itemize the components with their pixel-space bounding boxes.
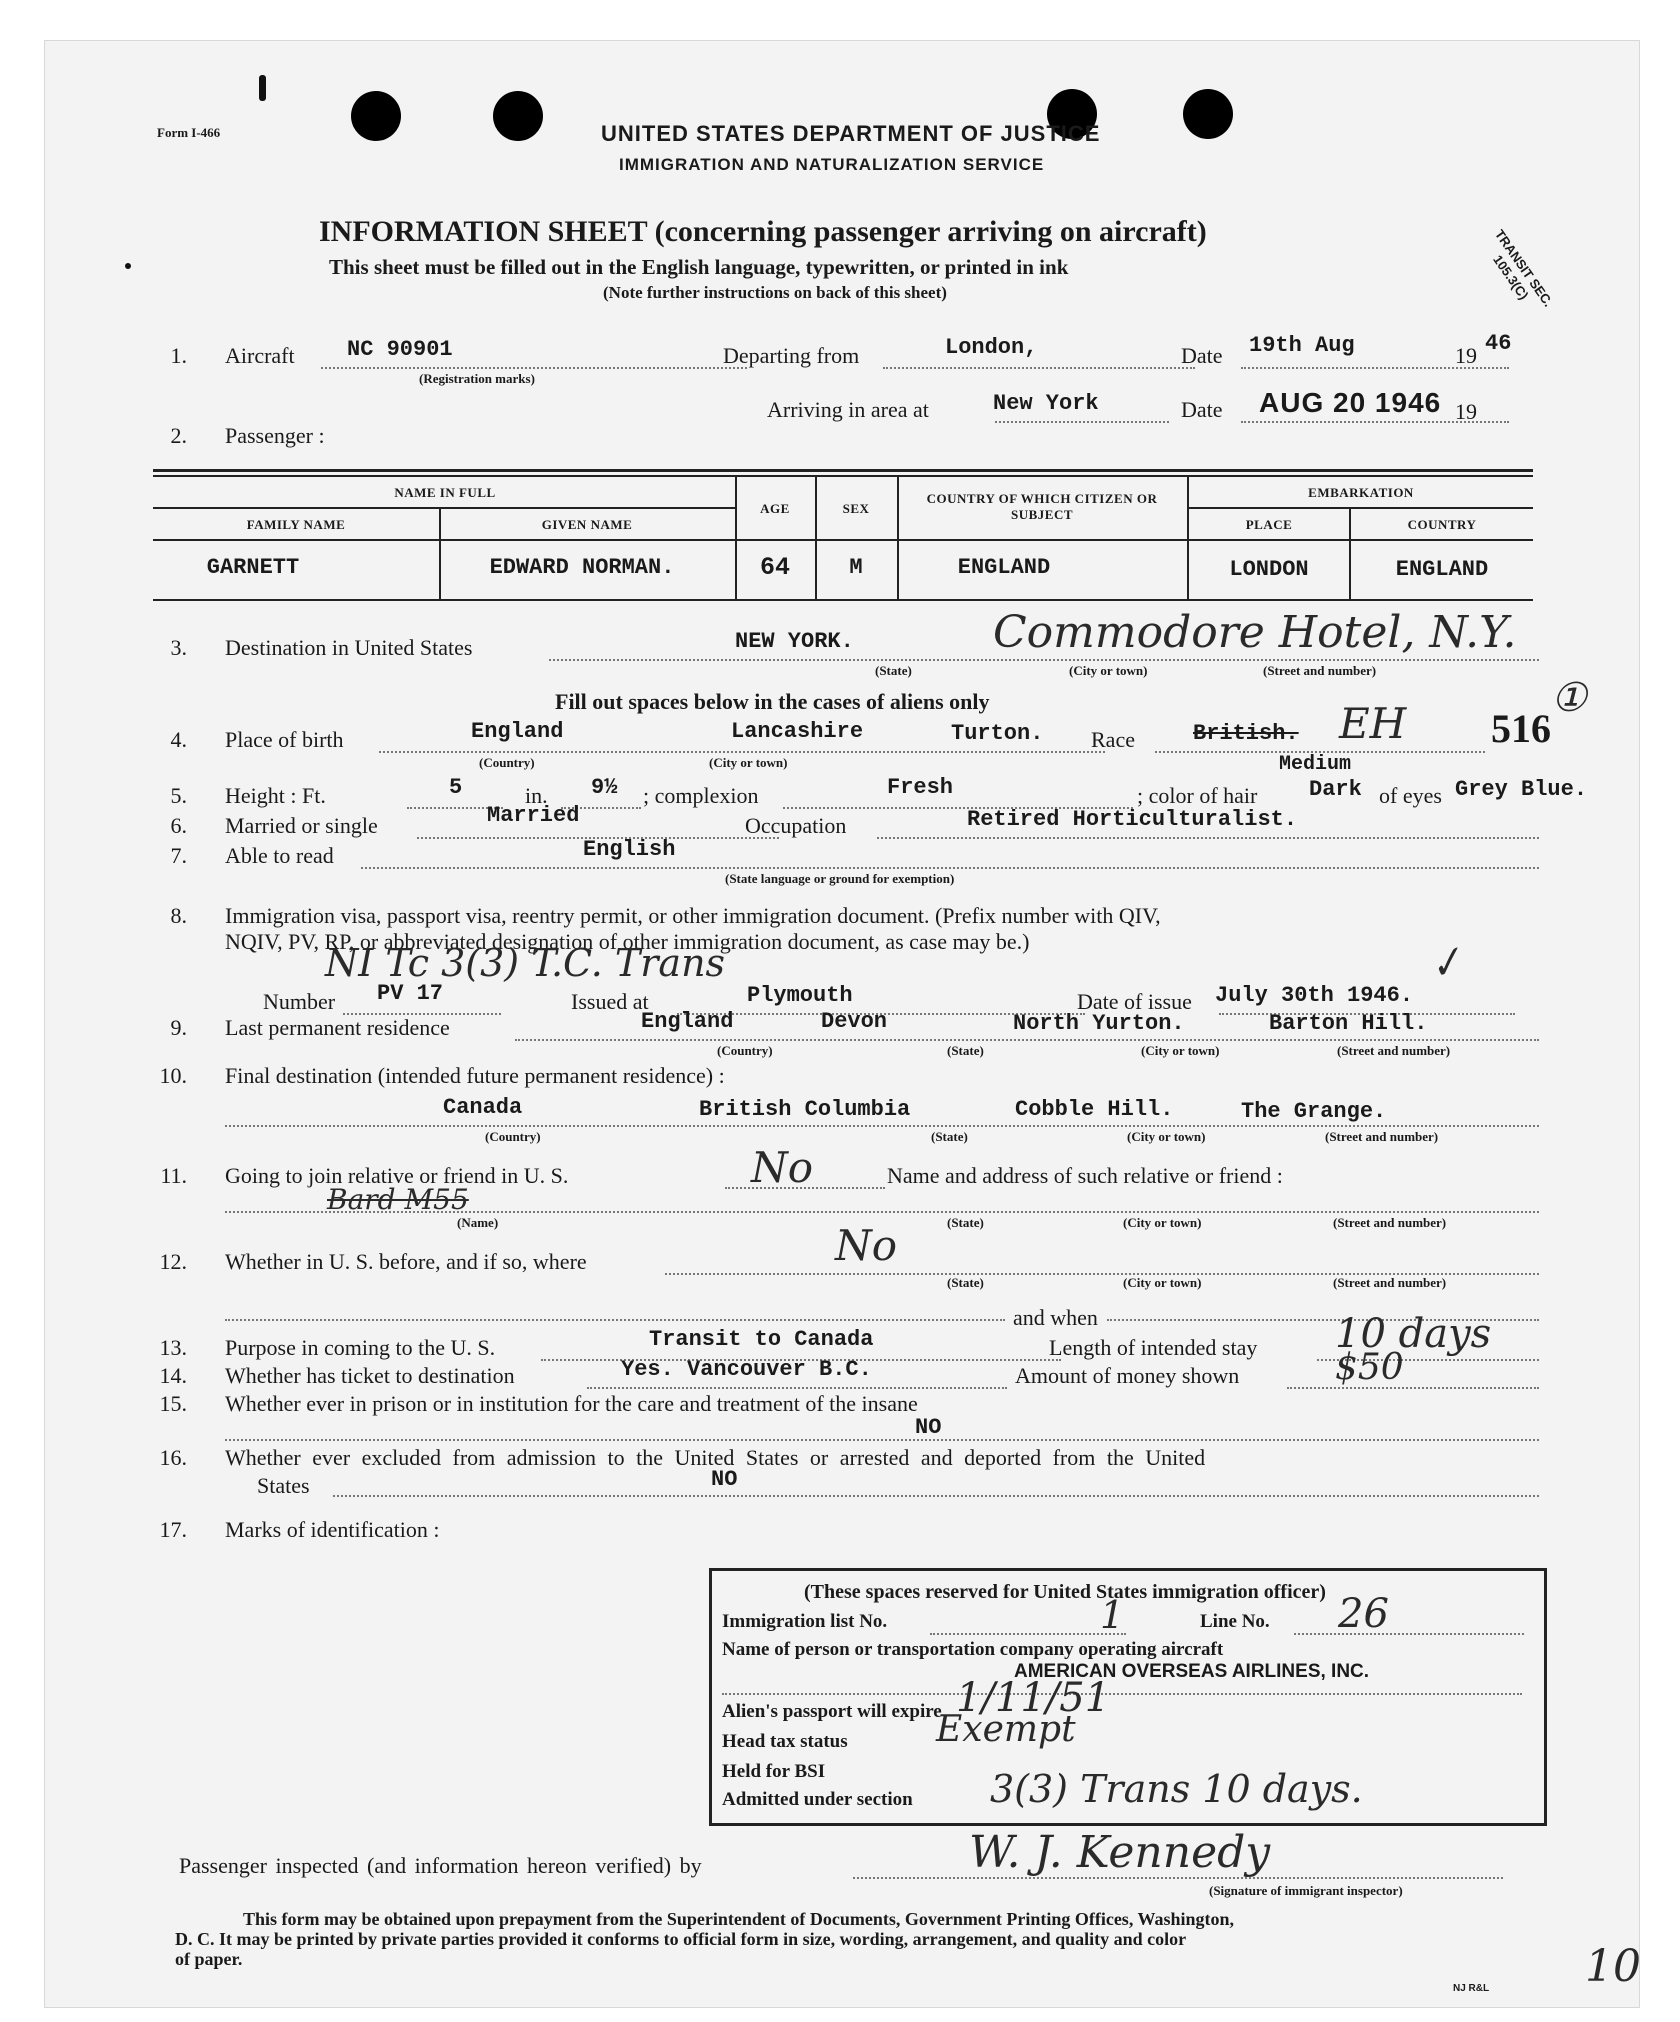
item-number: 9.	[170, 1015, 187, 1040]
prison-label: Whether ever in prison or in institution for the care and treatment of the insane	[225, 1391, 918, 1416]
city-caption: (City or town)	[1141, 1043, 1220, 1058]
occupation-label: Occupation	[745, 813, 847, 838]
language-caption: (State language or ground for exemption)	[725, 871, 955, 886]
residence-state: Devon	[821, 1009, 888, 1034]
item-number: 14.	[159, 1363, 187, 1388]
inches-label: in.	[525, 783, 548, 808]
height-inches: 9½	[591, 775, 618, 800]
sex-header: SEX	[842, 501, 870, 516]
birth-town: Turton.	[951, 721, 1044, 746]
residence-street: Barton Hill.	[1269, 1011, 1428, 1036]
when-label: and when	[1013, 1305, 1098, 1330]
city-caption: (City or town)	[709, 755, 788, 770]
item-number: 4.	[170, 727, 187, 752]
city-caption: (City or town)	[1123, 1275, 1202, 1290]
instruction-line: This sheet must be filled out in the English language, typewritten, or printed in ink	[329, 255, 1069, 279]
name-in-full-header: NAME IN FULL	[394, 485, 496, 500]
arrival-date-stamp: AUG 20 1946	[1259, 387, 1442, 418]
list-label: Immigration list No.	[722, 1611, 888, 1632]
state-caption: (State)	[875, 663, 912, 678]
emb-country-header: COUNTRY	[1407, 517, 1477, 532]
footer-line-2: D. C. It may be printed by private parties provided it conforms to official form in size, wording, arrangement, and quality and color	[175, 1929, 1187, 1949]
final-destination-label: Final destination (intended future permanent residence) :	[225, 1063, 725, 1088]
item-number: 5.	[170, 783, 187, 808]
item-number: 2.	[170, 423, 187, 448]
stay-value: 10 days	[1335, 1311, 1492, 1357]
money-label: Amount of money shown	[1015, 1363, 1240, 1388]
name-caption: (Name)	[457, 1215, 499, 1230]
embarkation-header: EMBARKATION	[1308, 485, 1414, 500]
race-handwritten: EH	[1339, 699, 1407, 748]
passport-label: Alien's passport will expire	[722, 1701, 942, 1722]
company-label: Name of person or transportation company operating aircraft	[722, 1639, 1224, 1660]
height-label: Height : Ft.	[225, 783, 326, 808]
officer-box-title: (These spaces reserved for United States immigration officer)	[804, 1581, 1326, 1603]
relative-label: Going to join relative or friend in U. S.	[225, 1163, 569, 1188]
circled-mark: ①	[1551, 675, 1587, 721]
date-label: Date	[1181, 343, 1223, 368]
final-state: British Columbia	[699, 1097, 911, 1122]
city-caption: (City or town)	[1123, 1215, 1202, 1230]
bsi-label: Held for BSI	[722, 1761, 826, 1782]
money-value: $50	[1335, 1347, 1404, 1388]
check-mark: ✓	[1422, 936, 1469, 992]
officer-box	[709, 1568, 1547, 1826]
eyes-label: of eyes	[1379, 783, 1442, 808]
ink-mark	[259, 75, 266, 101]
residence-city: North Yurton.	[1013, 1011, 1185, 1036]
ticket-label: Whether has ticket to destination	[225, 1363, 515, 1388]
form-number: Form I-466	[157, 125, 221, 140]
state-caption: (State)	[947, 1275, 984, 1290]
street-caption: (Street and number)	[1263, 663, 1377, 678]
destination-label: Destination in United States	[225, 635, 473, 660]
read-label: Able to read	[225, 843, 334, 868]
prison-value: NO	[915, 1415, 942, 1440]
aircraft-label: Aircraft	[225, 343, 295, 368]
birth-city: Lancashire	[731, 719, 864, 744]
issued-value: Plymouth	[747, 983, 853, 1008]
item-number: 7.	[170, 843, 187, 868]
note-line: (Note further instructions on back of this sheet)	[603, 283, 947, 302]
excluded-label-2: States	[257, 1473, 310, 1498]
given-name-cell: EDWARD NORMAN.	[489, 555, 675, 580]
item-number: 8.	[170, 903, 187, 928]
form-sheet	[44, 40, 1640, 2008]
year-prefix: 19	[1455, 343, 1477, 368]
passport-expiry: 1/11/51	[956, 1675, 1111, 1721]
item-number: 1.	[170, 343, 187, 368]
list-value: 1	[1100, 1593, 1125, 1637]
punch-hole	[1183, 89, 1233, 139]
birthplace-label: Place of birth	[225, 727, 344, 752]
departure-year: 46	[1485, 331, 1512, 356]
relative-name-label: Name and address of such relative or friend :	[887, 1163, 1283, 1188]
race-code: 516	[1491, 706, 1551, 751]
arriving-label: Arriving in area at	[767, 397, 929, 422]
tax-value: Exempt	[936, 1709, 1076, 1750]
street-caption: (Street and number)	[1325, 1129, 1439, 1144]
departure-date: 19th Aug	[1249, 333, 1355, 358]
relative-value: No	[751, 1143, 814, 1192]
citizen-cell: ENGLAND	[957, 555, 1051, 580]
country-caption: (Country)	[717, 1043, 773, 1058]
country-caption: (Country)	[479, 755, 535, 770]
residence-country: England	[641, 1009, 734, 1034]
passenger-label: Passenger :	[225, 423, 325, 448]
punch-hole	[493, 91, 543, 141]
line-value: 26	[1338, 1591, 1389, 1637]
married-label: Married or single	[225, 813, 378, 838]
item-number: 16.	[159, 1445, 187, 1470]
age-header: AGE	[760, 501, 790, 516]
family-name-header: FAMILY NAME	[246, 517, 346, 532]
final-street: The Grange.	[1241, 1099, 1387, 1124]
aliens-heading: Fill out spaces below in the cases of aliens only	[555, 689, 990, 714]
city-caption: (City or town)	[1069, 663, 1148, 678]
item-number: 15.	[159, 1391, 187, 1416]
country-caption: (Country)	[485, 1129, 541, 1144]
residence-label: Last permanent residence	[225, 1015, 450, 1040]
item-number: 11.	[160, 1163, 187, 1188]
item-number: 3.	[170, 635, 187, 660]
item-number: 6.	[170, 813, 187, 838]
issued-label: Issued at	[571, 989, 649, 1014]
issue-date: July 30th 1946.	[1215, 983, 1414, 1008]
tax-label: Head tax status	[722, 1731, 848, 1752]
final-city: Cobble Hill.	[1015, 1097, 1174, 1122]
eyes-value: Grey Blue.	[1455, 777, 1588, 802]
item-number: 12.	[159, 1249, 187, 1274]
married-value: Married	[487, 803, 580, 828]
footer-line-3: of paper.	[175, 1949, 243, 1969]
excluded-label: Whether ever excluded from admission to the United States or arrested and deported from the United	[225, 1445, 1206, 1470]
departing-value: London,	[945, 335, 1038, 360]
stay-label: Length of intended stay	[1049, 1335, 1258, 1360]
line-label: Line No.	[1200, 1611, 1270, 1632]
purpose-label: Purpose in coming to the U. S.	[225, 1335, 496, 1360]
section-label: Admitted under section	[722, 1789, 913, 1810]
sex-cell: M	[849, 555, 863, 580]
crossed-out-name: Bard M55	[327, 1183, 469, 1216]
destination-state: NEW YORK.	[735, 629, 854, 654]
footer-line-1: This form may be obtained upon prepayment from the Superintendent of Documents, Government Printing Offices, Washington,	[243, 1909, 1235, 1929]
citizen-header: COUNTRY OF WHICH CITIZEN OR SUBJECT	[926, 491, 1158, 522]
complexion-value: Fresh	[887, 775, 954, 800]
street-caption: (Street and number)	[1337, 1043, 1451, 1058]
inspection-label: Passenger inspected (and information hereon verified) by	[179, 1853, 702, 1878]
item-number: 13.	[159, 1335, 187, 1360]
transit-stamp: TRANSIT SEC. 105.3(C)	[1490, 226, 1556, 310]
final-country: Canada	[443, 1095, 523, 1120]
printer-code: NJ R&L	[1453, 1983, 1490, 1994]
place-cell: LONDON	[1229, 557, 1309, 582]
complexion-label: ; complexion	[643, 783, 759, 808]
destination-street: Commodore Hotel, N.Y.	[993, 607, 1517, 658]
marks-label: Marks of identification :	[225, 1517, 440, 1542]
previous-visit-value: No	[835, 1221, 898, 1270]
birth-country: England	[471, 719, 564, 744]
hair-note: Medium	[1279, 753, 1352, 776]
given-name-header: GIVEN NAME	[541, 517, 633, 532]
state-caption: (State)	[947, 1043, 984, 1058]
family-name-cell: GARNETT	[206, 555, 300, 580]
issue-date-label: Date of issue	[1077, 989, 1192, 1014]
hair-value: Dark	[1309, 777, 1362, 802]
punch-hole	[351, 91, 401, 141]
place-header: PLACE	[1245, 517, 1293, 532]
occupation-value: Retired Horticulturalist.	[967, 807, 1298, 832]
previous-visit-label: Whether in U. S. before, and if so, where	[225, 1249, 587, 1274]
street-caption: (Street and number)	[1333, 1275, 1447, 1290]
year-prefix-2: 19	[1455, 399, 1477, 424]
ticket-value: Yes. Vancouver B.C.	[621, 1357, 872, 1382]
signature-caption: (Signature of immigrant inspector)	[1209, 1883, 1403, 1898]
aircraft-value: NC 90901	[347, 337, 453, 362]
number-label: Number	[263, 989, 336, 1014]
inspector-signature: W. J. Kennedy	[969, 1827, 1271, 1878]
item-number: 17.	[159, 1517, 187, 1542]
date-label-2: Date	[1181, 397, 1223, 422]
height-feet: 5	[449, 775, 463, 800]
arriving-value: New York	[993, 391, 1099, 416]
emb-country-cell: ENGLAND	[1395, 557, 1489, 582]
race-value: British.	[1193, 721, 1299, 746]
read-value: English	[583, 837, 676, 862]
page-number: 10	[1585, 1941, 1641, 1992]
street-caption: (Street and number)	[1333, 1215, 1447, 1230]
service-title: IMMIGRATION AND NATURALIZATION SERVICE	[619, 155, 1045, 174]
visa-text-2: NQIV, PV, RP, or abbreviated designation of other immigration document, as case may be.)	[225, 929, 1030, 954]
bullet-mark	[125, 263, 131, 269]
state-caption: (State)	[931, 1129, 968, 1144]
purpose-value: Transit to Canada	[649, 1327, 874, 1352]
age-cell: 64	[759, 553, 790, 582]
race-label: Race	[1091, 727, 1135, 752]
section-value: 3(3) Trans 10 days.	[990, 1767, 1363, 1811]
visa-handwritten: NI Tc 3(3) T.C. Trans	[325, 941, 726, 985]
visa-number: PV 17	[377, 981, 444, 1006]
department-title: UNITED STATES DEPARTMENT OF JUSTICE	[601, 121, 1101, 146]
state-caption: (State)	[947, 1215, 984, 1230]
excluded-value: NO	[711, 1467, 738, 1492]
visa-text-1: Immigration visa, passport visa, reentry permit, or other immigration document. (Prefix number with QIV,	[225, 903, 1161, 928]
company-stamp: AMERICAN OVERSEAS AIRLINES, INC.	[1014, 1661, 1370, 1682]
item-number: 10.	[159, 1063, 187, 1088]
registration-caption: (Registration marks)	[419, 371, 535, 386]
page-title: INFORMATION SHEET (concerning passenger arriving on aircraft)	[319, 215, 1207, 248]
city-caption: (City or town)	[1127, 1129, 1206, 1144]
hair-label: ; color of hair	[1137, 783, 1258, 808]
departing-label: Departing from	[723, 343, 860, 368]
